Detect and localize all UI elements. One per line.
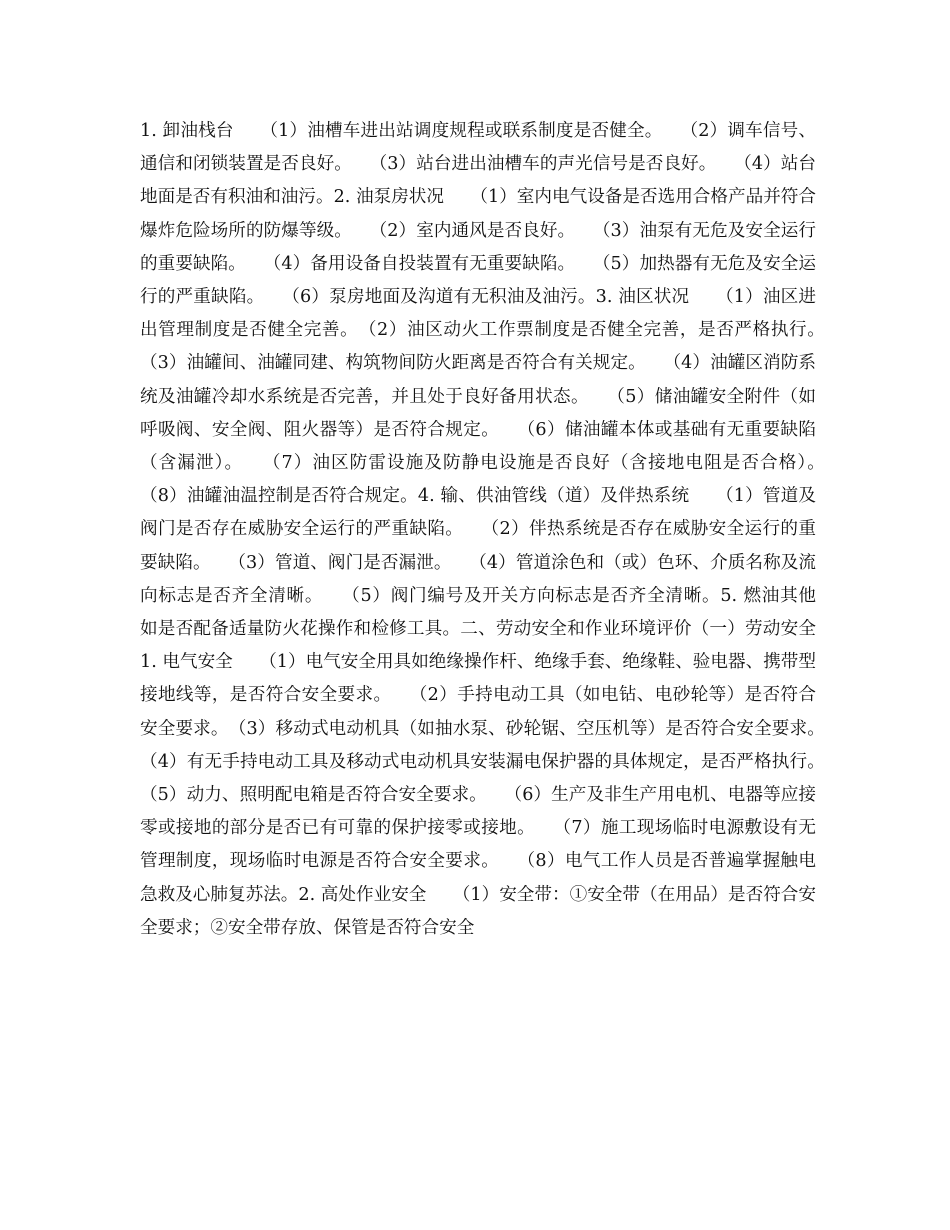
body-text: 1. 卸油栈台 （1）油槽车进出站调度规程或联系制度是否健全。 （2）调车信号、通信和闭锁装置是否良好。 （3）站台进出油槽车的声光信号是否良好。 （4）站台地面是否有积油和油污。2. 油泵房状况 （1）室内电气设备是否选用合格产品并符合爆炸危险场所的防爆等级。 （2）室内通风是否良好。 （3）油泵有无危及安全运行的重要缺陷。 （4）备用设备自投装置有无重要缺陷。 （5）加热器有无危及安全运行的严重缺陷。 （6）泵房地面及沟道有无积油及油污。3. 油区状况 （1）油区进出管理制度是否健全完善。 （2）油区动火工作票制度是否健全完善，是否严格执行。 （3）油罐间、油罐同建、构筑物间防火距离是否符合有关规定。 （4）油罐区消防系统及油罐冷却水系统是否完善，并且处于良好备用状态。 （5）储油罐安全附件（如呼吸阀、安全阀、阻火器等）是否符合规定。 （6）储油罐本体或基础有无重要缺陷（含漏泄）。 （7）油区防雷设施及防静电设施是否良好（含接地电阻是否合格）。 （8）油罐油温控制是否符合规定。4. 输、供油管线（道）及伴热系统 （1）管道及阀门是否存在威胁安全运行的严重缺陷。 （2）伴热系统是否存在威胁安全运行的重要缺陷。 （3）管道、阀门是否漏泄。 （4）管道涂色和（或）色环、介质名称及流向标志是否齐全清晰。 （5）阀门编号及开关方向标志是否齐全清晰。5. 燃油其他 如是否配备适量防火花操作和检修工具。二、劳动安全和作业环境评价（一）劳动安全 1. 电气安全 （1）电气安全用具如绝缘操作杆、绝缘手套、绝缘鞋、验电器、携带型接地线等，是否符合安全要求。 （2）手持电动工具（如电钻、电砂轮等）是否符合安全要求。 （3）移动式电动机具（如抽水泵、砂轮锯、空压机等）是否符合安全要求。 （4）有无手持电动工具及移动式电动机具安装漏电保护器的具体规定，是否严格执行。 （5）动力、照明配电箱是否符合安全要求。 （6）生产及非生产用电机、电器等应接零或接地的部分是否已有可靠的保护接零或接地。 （7）施工现场临时电源敷设有无管理制度，现场临时电源是否符合安全要求。 （8）电气工作人员是否普遍掌握触电急救及心肺复苏法。2. 高处作业安全 （1）安全带：①安全带（在用品）是否符合安全要求；②安全带存放、保管是否符合安全 — [140, 121, 852, 938]
